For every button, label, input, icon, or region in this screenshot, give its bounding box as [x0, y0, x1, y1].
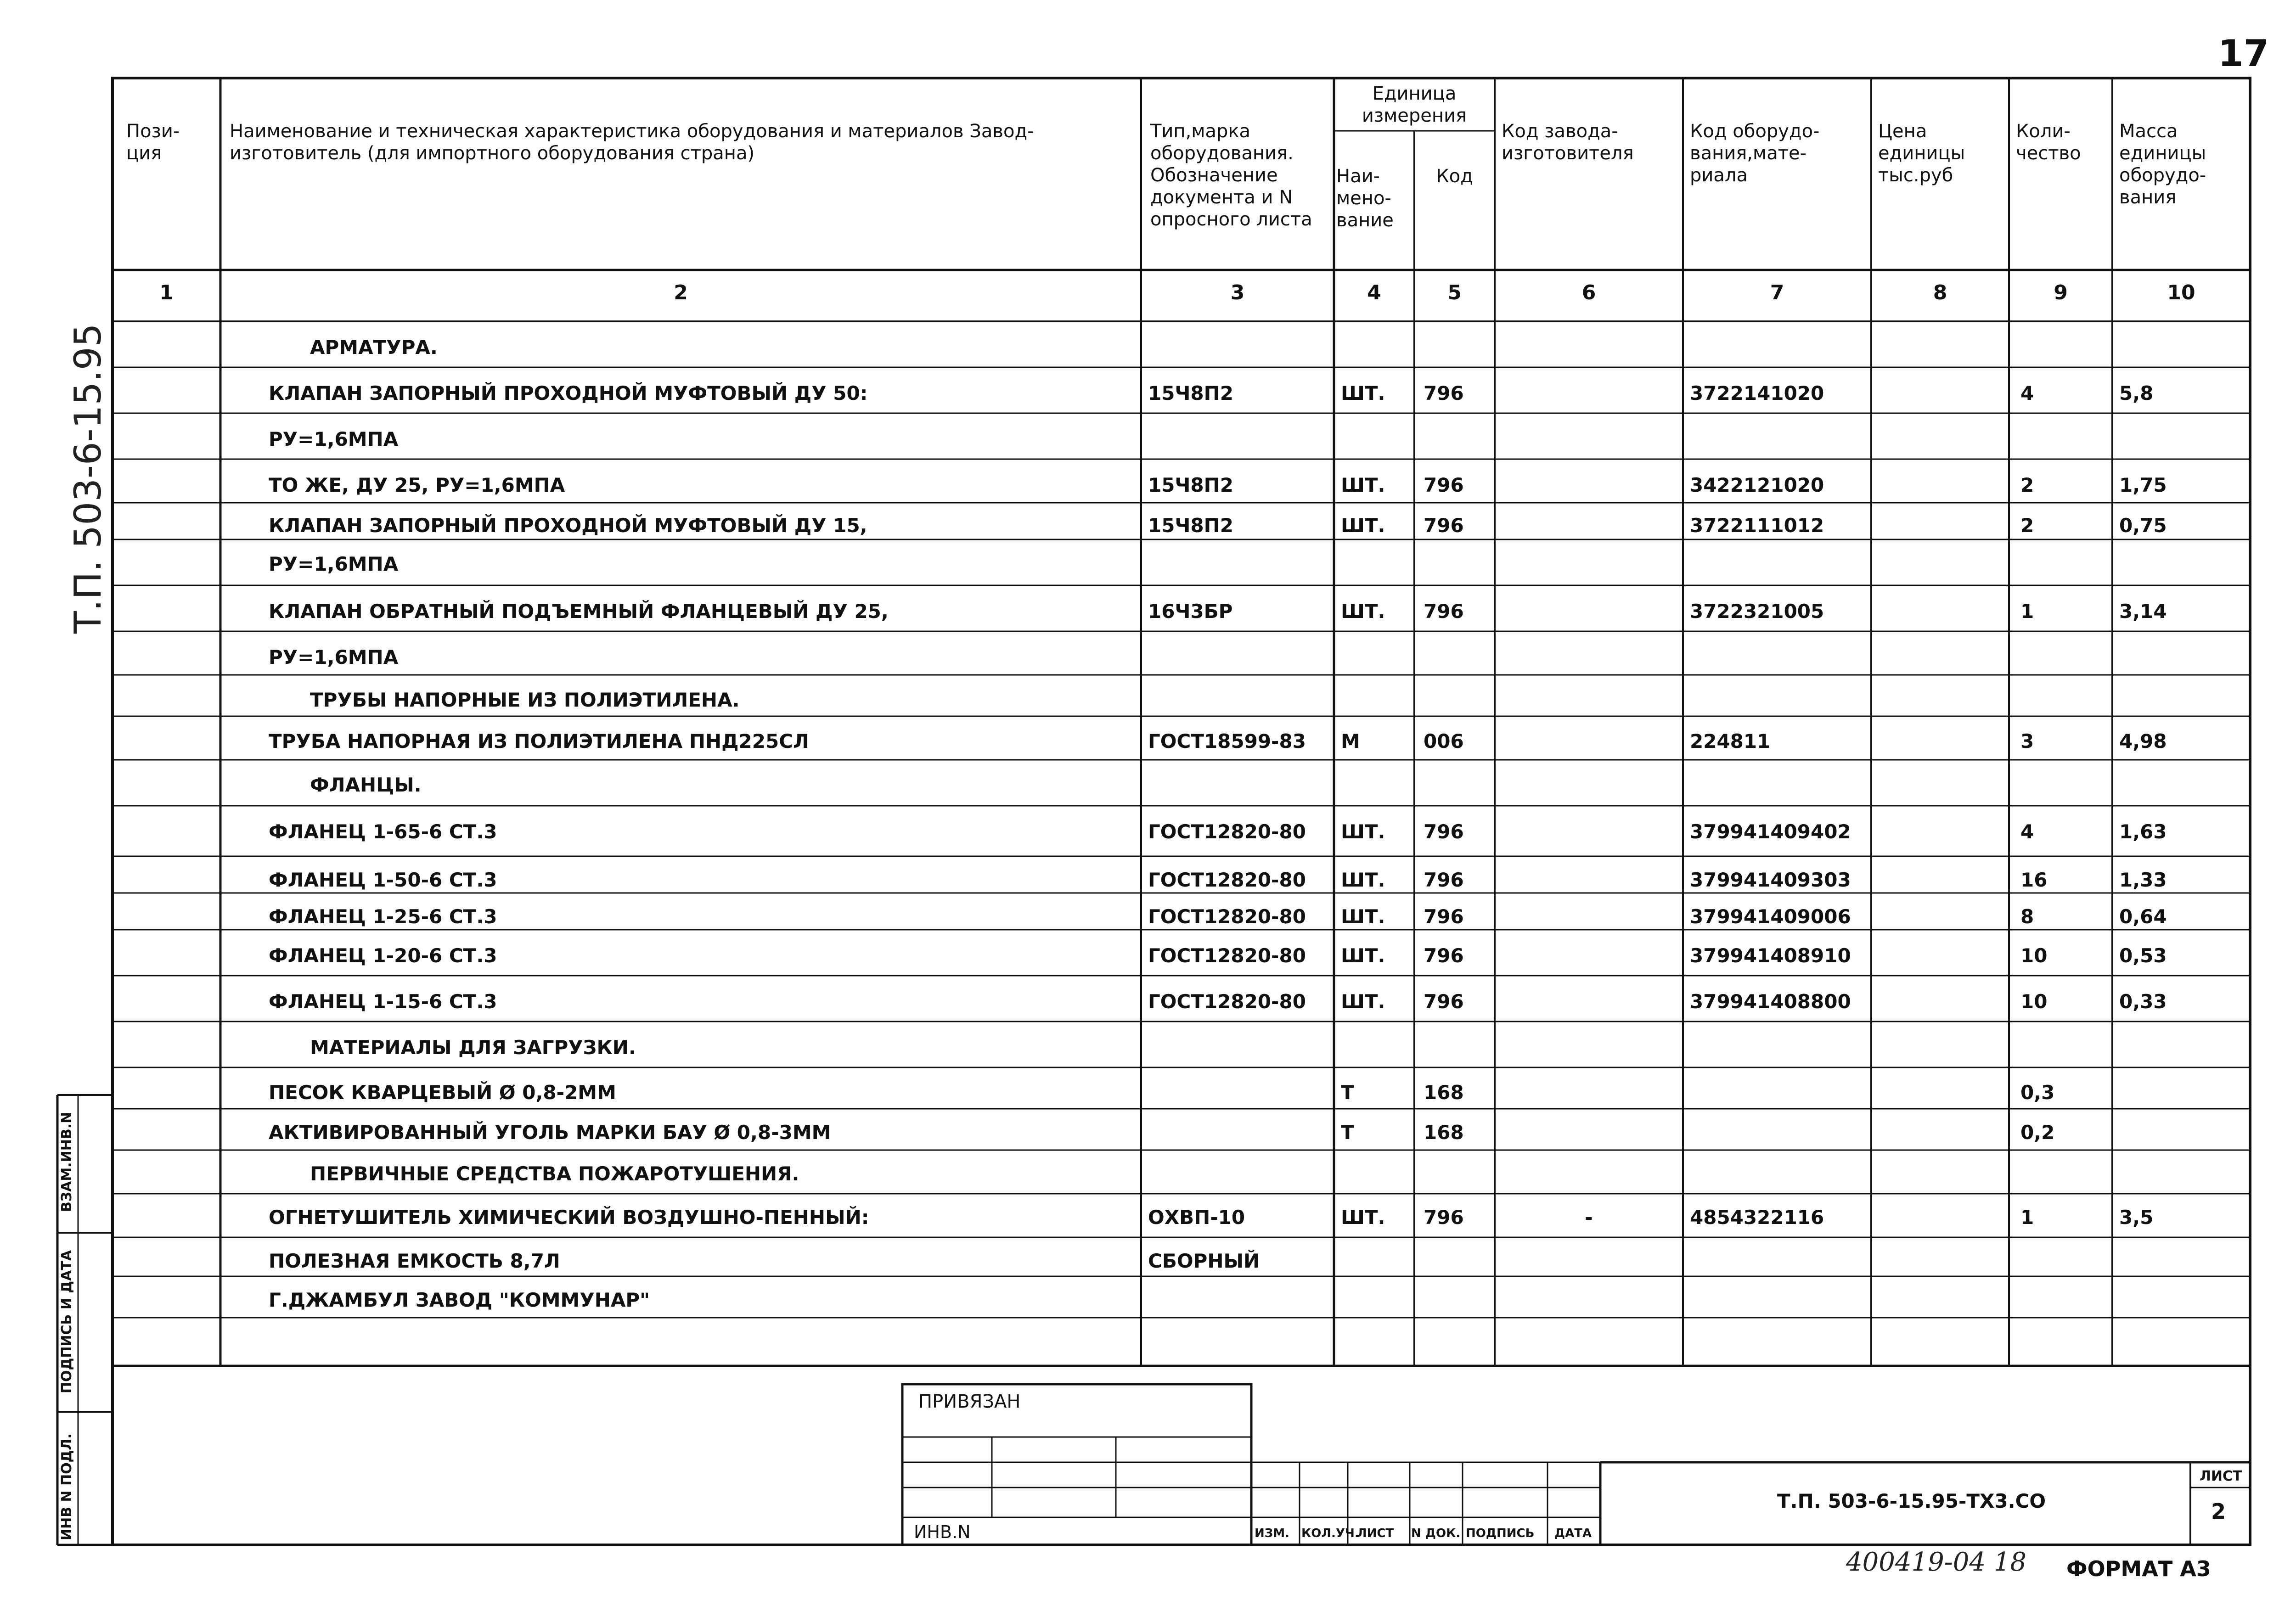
row-unit-code: 796 — [1424, 905, 1464, 928]
row-unit: ШТ. — [1341, 905, 1385, 928]
header-mass: Масса единицы оборудо- вания — [2119, 121, 2206, 208]
row-name: РУ=1,6МПА — [269, 646, 399, 668]
row-unit: ШТ. — [1341, 514, 1385, 537]
row-name: ФЛАНЕЦ 1-65-6 СТ.3 — [269, 820, 497, 843]
row-name: ОГНЕТУШИТЕЛЬ ХИМИЧЕСКИЙ ВОЗДУШНО-ПЕННЫЙ: — [269, 1206, 869, 1229]
row-quantity: 0,2 — [2020, 1121, 2055, 1144]
row-mass: 3,5 — [2119, 1206, 2154, 1229]
stamp-podpis-data: ПОДПИСЬ И ДАТА — [59, 1250, 75, 1393]
row-mass: 1,75 — [2119, 474, 2167, 496]
colnum-9: 9 — [2054, 281, 2068, 304]
row-type: ГОСТ12820-80 — [1148, 820, 1306, 843]
row-name: Г.ДЖАМБУЛ ЗАВОД "КОММУНАР" — [269, 1289, 650, 1311]
row-unit: ШТ. — [1341, 820, 1385, 843]
row-quantity: 1 — [2020, 600, 2034, 623]
row-material-code: 379941409006 — [1690, 905, 1851, 928]
row-unit-code: 168 — [1424, 1121, 1464, 1144]
stamp-privyazan: ПРИВЯЗАН — [918, 1391, 1021, 1412]
row-name: КЛАПАН ОБРАТНЫЙ ПОДЪЕМНЫЙ ФЛАНЦЕВЫЙ ДУ 25, — [269, 600, 889, 623]
colnum-1: 1 — [159, 281, 174, 304]
document-code: Т.П. 503-6-15.95-ТХ3.СО — [1777, 1490, 2046, 1512]
colnum-8: 8 — [1933, 281, 1947, 304]
row-name: ФЛАНЕЦ 1-15-6 СТ.3 — [269, 990, 497, 1013]
stamp-list-label: ЛИСТ — [2200, 1468, 2242, 1484]
row-unit-code: 796 — [1424, 820, 1464, 843]
row-name: АКТИВИРОВАННЫЙ УГОЛЬ МАРКИ БАУ Ø 0,8-3ММ — [269, 1121, 831, 1144]
row-unit: Т — [1341, 1081, 1354, 1104]
row-name: ФЛАНЦЫ. — [310, 774, 422, 796]
row-name: ТО ЖЕ, ДУ 25, РУ=1,6МПА — [269, 474, 565, 496]
row-name: ПЕРВИЧНЫЕ СРЕДСТВА ПОЖАРОТУШЕНИЯ. — [310, 1162, 799, 1185]
row-unit-code: 796 — [1424, 869, 1464, 891]
row-name: КЛАПАН ЗАПОРНЫЙ ПРОХОДНОЙ МУФТОВЫЙ ДУ 15, — [269, 514, 867, 537]
row-unit-code: 796 — [1424, 514, 1464, 537]
row-mass: 0,53 — [2119, 944, 2167, 967]
row-name: ФЛАНЕЦ 1-20-6 СТ.3 — [269, 944, 497, 967]
row-factory: - — [1585, 1206, 1593, 1229]
colnum-5: 5 — [1447, 281, 1462, 304]
row-name: АРМАТУРА. — [310, 336, 438, 359]
row-unit-code: 006 — [1424, 730, 1464, 752]
header-material-code: Код оборудо- вания,мате- риала — [1690, 121, 1820, 186]
header-unit-group: Единица измерения — [1362, 83, 1467, 126]
header-unit-code: Код — [1436, 166, 1473, 187]
row-unit: ШТ. — [1341, 474, 1385, 496]
row-material-code: 379941408800 — [1690, 990, 1851, 1013]
stamp-inv-podl: ИНВ N ПОДЛ. — [59, 1433, 75, 1540]
header-name: Наименование и техническая характеристика оборудования и материалов Завод-изготовитель (для импортного оборудования страна) — [230, 121, 1034, 164]
row-name: ПОЛЕЗНАЯ ЕМКОСТЬ 8,7Л — [269, 1250, 560, 1272]
stamp-list: ЛИСТ — [1357, 1527, 1394, 1540]
row-type: ГОСТ12820-80 — [1148, 944, 1306, 967]
colnum-10: 10 — [2167, 281, 2195, 304]
row-name: ТРУБЫ НАПОРНЫЕ ИЗ ПОЛИЭТИЛЕНА. — [310, 689, 740, 711]
row-quantity: 10 — [2020, 990, 2048, 1013]
row-unit-code: 796 — [1424, 1206, 1464, 1229]
row-mass: 1,33 — [2119, 869, 2167, 891]
row-unit: ШТ. — [1341, 1206, 1385, 1229]
row-quantity: 4 — [2020, 382, 2034, 404]
row-type: СБОРНЫЙ — [1148, 1250, 1260, 1272]
row-unit: Т — [1341, 1121, 1354, 1144]
row-unit-code: 796 — [1424, 474, 1464, 496]
row-material-code: 3422121020 — [1690, 474, 1824, 496]
stamp-inv: ИНВ.N — [914, 1522, 971, 1542]
row-material-code: 379941409303 — [1690, 869, 1851, 891]
row-material-code: 3722321005 — [1690, 600, 1824, 623]
row-unit-code: 796 — [1424, 944, 1464, 967]
row-unit: ШТ. — [1341, 944, 1385, 967]
row-material-code: 4854322116 — [1690, 1206, 1824, 1229]
row-material-code: 3722111012 — [1690, 514, 1824, 537]
row-mass: 3,14 — [2119, 600, 2167, 623]
row-unit: ШТ. — [1341, 600, 1385, 623]
colnum-3: 3 — [1230, 281, 1245, 304]
row-unit-code: 168 — [1424, 1081, 1464, 1104]
header-type: Тип,марка оборудования. Обозначение документа и N опросного листа — [1150, 121, 1312, 230]
side-code: Т.П. 503-6-15.95 — [67, 323, 109, 634]
row-mass: 1,63 — [2119, 820, 2167, 843]
row-name: ПЕСОК КВАРЦЕВЫЙ Ø 0,8-2ММ — [269, 1081, 616, 1104]
row-name: РУ=1,6МПА — [269, 428, 399, 450]
stamp-ndok: N ДОК. — [1411, 1527, 1461, 1540]
row-name: ФЛАНЕЦ 1-50-6 СТ.3 — [269, 869, 497, 891]
row-type: 16Ч3БР — [1148, 600, 1233, 623]
header-unit-name: Наи- мено- вание — [1336, 166, 1394, 231]
header-price: Цена единицы тыс.руб — [1878, 121, 1965, 186]
header-quantity: Коли- чество — [2016, 121, 2081, 164]
stamp-podpis: ПОДПИСЬ — [1466, 1527, 1535, 1540]
row-mass: 4,98 — [2119, 730, 2167, 752]
row-material-code: 3722141020 — [1690, 382, 1824, 404]
colnum-6: 6 — [1581, 281, 1596, 304]
header-factory-code: Код завода- изготовителя — [1502, 121, 1634, 164]
row-unit-code: 796 — [1424, 600, 1464, 623]
colnum-4: 4 — [1367, 281, 1381, 304]
row-material-code: 379941408910 — [1690, 944, 1851, 967]
row-name: РУ=1,6МПА — [269, 553, 399, 575]
handwritten-note: 400419-04 18 — [1846, 1547, 2027, 1577]
stamp-vzam-inv: ВЗАМ.ИНВ.N — [59, 1112, 75, 1212]
row-quantity: 8 — [2020, 905, 2034, 928]
row-unit: ШТ. — [1341, 869, 1385, 891]
row-quantity: 10 — [2020, 944, 2048, 967]
stamp-kol: КОЛ.УЧ. — [1301, 1527, 1359, 1540]
stamp-data: ДАТА — [1554, 1527, 1592, 1540]
row-material-code: 224811 — [1690, 730, 1771, 752]
row-name: КЛАПАН ЗАПОРНЫЙ ПРОХОДНОЙ МУФТОВЫЙ ДУ 50: — [269, 382, 868, 404]
row-type: 15Ч8П2 — [1148, 382, 1233, 404]
row-name: ТРУБА НАПОРНАЯ ИЗ ПОЛИЭТИЛЕНА ПНД225СЛ — [269, 730, 809, 752]
row-unit: ШТ. — [1341, 990, 1385, 1013]
row-type: 15Ч8П2 — [1148, 514, 1233, 537]
row-material-code: 379941409402 — [1690, 820, 1851, 843]
row-unit: ШТ. — [1341, 382, 1385, 404]
row-type: 15Ч8П2 — [1148, 474, 1233, 496]
row-quantity: 16 — [2020, 869, 2048, 891]
row-unit-code: 796 — [1424, 990, 1464, 1013]
row-name: ФЛАНЕЦ 1-25-6 СТ.3 — [269, 905, 497, 928]
row-type: ГОСТ18599-83 — [1148, 730, 1306, 752]
colnum-7: 7 — [1770, 281, 1784, 304]
header-position: Пози- ция — [126, 121, 180, 164]
row-mass: 0,33 — [2119, 990, 2167, 1013]
row-type: ОХВП-10 — [1148, 1206, 1245, 1229]
row-quantity: 2 — [2020, 514, 2034, 537]
colnum-2: 2 — [674, 281, 688, 304]
format-label: ФОРМАТ А3 — [2066, 1556, 2211, 1581]
row-quantity: 0,3 — [2020, 1081, 2055, 1104]
stamp-list-number: 2 — [2211, 1499, 2226, 1524]
row-quantity: 2 — [2020, 474, 2034, 496]
row-type: ГОСТ12820-80 — [1148, 905, 1306, 928]
row-unit: М — [1341, 730, 1360, 752]
row-quantity: 4 — [2020, 820, 2034, 843]
row-unit-code: 796 — [1424, 382, 1464, 404]
row-name: МАТЕРИАЛЫ ДЛЯ ЗАГРУЗКИ. — [310, 1036, 636, 1059]
row-quantity: 3 — [2020, 730, 2034, 752]
row-mass: 5,8 — [2119, 382, 2154, 404]
row-quantity: 1 — [2020, 1206, 2034, 1229]
row-mass: 0,64 — [2119, 905, 2167, 928]
row-type: ГОСТ12820-80 — [1148, 990, 1306, 1013]
row-mass: 0,75 — [2119, 514, 2167, 537]
sheet-number-top: 17 — [2218, 32, 2269, 75]
row-type: ГОСТ12820-80 — [1148, 869, 1306, 891]
stamp-izm: ИЗМ. — [1255, 1527, 1289, 1540]
